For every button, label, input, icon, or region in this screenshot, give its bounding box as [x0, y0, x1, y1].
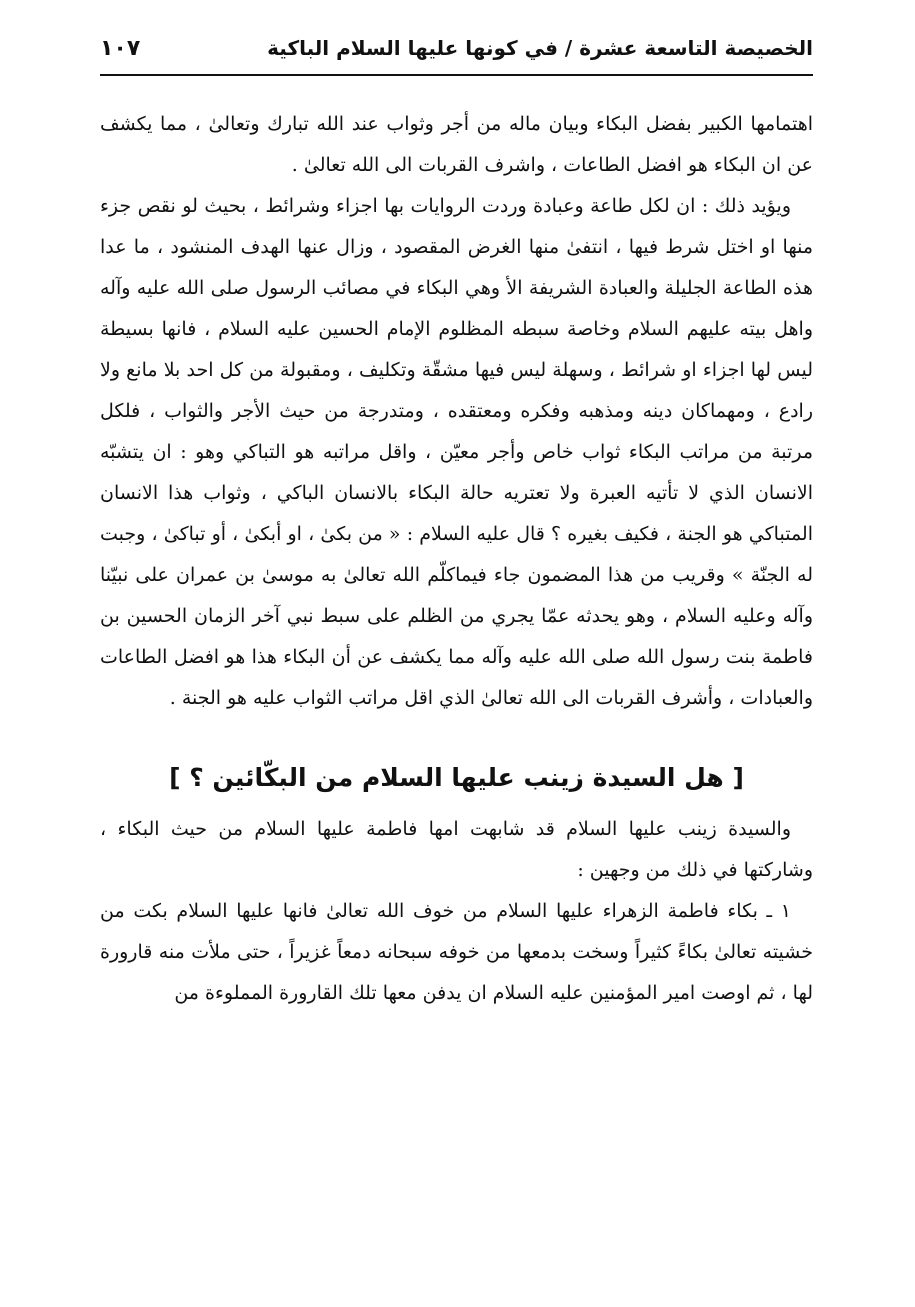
- paragraph-point-one: ١ ـ بكاء فاطمة الزهراء عليها السلام من خوف الله تعالىٰ فانها عليها السلام بكت من خشيته تعالىٰ بكاءً كثيراً وسخت بدمعها من خوفه سبحانه دمعاً غزيراً ، حتى ملأت منه قارورة لها ، ثم اوصت امير المؤمنين عليه السلام ان يدفن معها تلك القارورة المملوءة من: [100, 900, 813, 1004]
- paragraph-support: ويؤيد ذلك : ان لكل طاعة وعبادة وردت الروايات بها اجزاء وشرائط ، بحيث لو نقص جزء منها او اختل شرط فيها ، انتفىٰ منها الغرض المقصود ، وزال عنها الهدف المنشود ، ما عدا هذه الطاعة الجليلة والعبادة الشريفة الأ وهي البكاء في مصائب الرسول صلى الله عليه وآله واهل بيته عليهم السلام وخاصة سبطه المظلوم الإمام الحسين عليه السلام ، فانها بسيطة ليس لها اجزاء او شرائط ، وسهلة ليس فيها مشقّة وتكليف ، ومقبولة من كل احد بلا مانع ولا رادع ، ومهماكان دينه ومذهبه وفكره ومعتقده ، ومتدرجة من حيث الأجر والثواب ، فلكل مرتبة من مراتب البكاء ثواب خاص وأجر معيّن ، واقل مراتبه هو التباكي وهو : ان يتشبّه الانسان الذي لا تأتيه العبرة ولا تعتريه حالة البكاء بالانسان الباكي ، وثواب هذا الانسان المتباكي هو الجنة ، فكيف بغيره ؟ قال عليه السلام : « من بكىٰ ، او أبكىٰ ، أو تباكىٰ ، وجبت له الجنّة » وقريب من هذا المضمون جاء فيماكلّم الله تعالىٰ به موسىٰ بن عمران على نبيّنا وآله وعليه السلام ، وهو يحدثه عمّا يجري من الظلم على سبط نبي آخر الزمان الحسين بن فاطمة بنت رسول الله صلى الله عليه وآله مما يكشف عن أن البكاء هذا هو افضل الطاعات والعبادات ، وأشرف القربات الى الله تعالىٰ الذي اقل مراتب الثواب عليه هو الجنة .: [100, 195, 813, 709]
- section-heading: [ هل السيدة زينب عليها السلام من البكّائين ؟ ]: [169, 763, 744, 792]
- header-rule: [100, 74, 813, 76]
- body-text: [100, 104, 813, 1014]
- running-title: الخصيصة التاسعة عشرة / في كونها عليها السلام الباكية: [267, 36, 813, 60]
- page-header: [100, 28, 813, 68]
- paragraph-continuation: اهتمامها الكبير بفضل البكاء وبيان ماله من أجر وثواب عند الله تبارك وتعالىٰ ، مما يكشف عن ان البكاء هو افضل الطاعات ، واشرف القربات الى الله تعالىٰ .: [100, 113, 813, 176]
- page-number: ١٠٧: [100, 35, 141, 61]
- paragraph-intro: والسيدة زينب عليها السلام قد شابهت امها فاطمة عليها السلام من حيث البكاء ، وشاركتها في ذلك من وجهين :: [100, 818, 813, 881]
